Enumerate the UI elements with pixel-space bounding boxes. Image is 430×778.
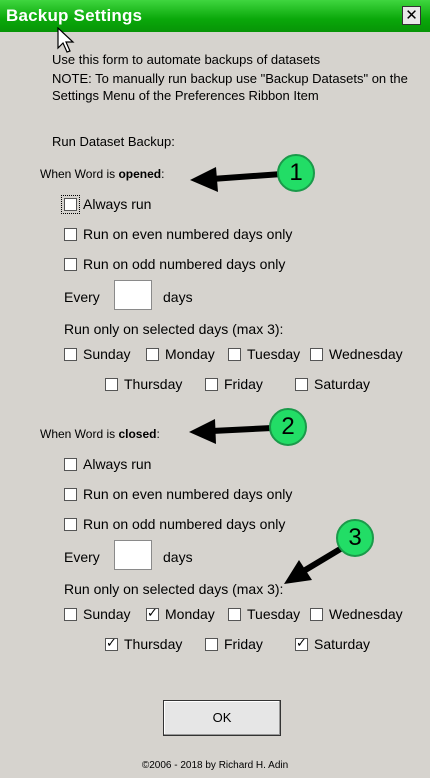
checkbox-label: Friday <box>224 636 263 652</box>
opened-label-bold: opened <box>118 167 162 181</box>
ok-button[interactable]: OK <box>163 700 281 736</box>
checkbox-label: Tuesday <box>247 346 301 362</box>
closed-select-days-label: Run only on selected days (max 3): <box>64 581 284 597</box>
checkbox-label: Saturday <box>314 376 371 392</box>
checkbox-label: Run on even numbered days only <box>83 486 293 502</box>
checkbox-label: Thursday <box>124 376 183 392</box>
checkbox-label: Monday <box>165 606 215 622</box>
intro-line-1: Use this form to automate backups of datasets <box>52 52 321 67</box>
checkbox-label: Always run <box>83 456 152 472</box>
checkbox-label: Sunday <box>83 346 131 362</box>
opened-every-label: Every <box>64 289 100 305</box>
checkbox-label: Friday <box>224 376 263 392</box>
closed-label-suffix: : <box>156 427 160 441</box>
opened-label-suffix: : <box>161 167 165 181</box>
close-icon: ✕ <box>405 6 418 24</box>
opened-days-label: days <box>163 289 193 305</box>
window-title: Backup Settings <box>6 6 143 25</box>
copyright-footer: ©2006 - 2018 by Richard H. Adin <box>141 760 289 771</box>
annotation-badge-3: 3 <box>336 519 374 557</box>
closed-days-label: days <box>163 549 193 565</box>
annotation-badge-2: 2 <box>269 408 307 446</box>
closed-label-prefix: When Word is <box>40 427 119 441</box>
checkbox-label: Saturday <box>314 636 371 652</box>
opened-select-days-label: Run only on selected days (max 3): <box>64 321 284 337</box>
checkbox-label: Wednesday <box>329 606 403 622</box>
intro-line-3: Settings Menu of the Preferences Ribbon Item <box>52 88 319 103</box>
checkbox-label: Wednesday <box>329 346 403 362</box>
annotation-badge-1: 1 <box>277 154 315 192</box>
checkbox-label: Run on odd numbered days only <box>83 256 286 272</box>
checkbox-label: Monday <box>165 346 215 362</box>
checkbox-label: Sunday <box>83 606 131 622</box>
checkbox-label: Run on even numbered days only <box>83 226 293 242</box>
checkbox-label: Thursday <box>124 636 183 652</box>
intro-line-2: NOTE: To manually run backup use "Backup Datasets" on the <box>52 71 408 86</box>
section-label: Run Dataset Backup: <box>52 134 175 149</box>
checkbox-label: Always run <box>83 196 152 212</box>
checkbox-label: Tuesday <box>247 606 301 622</box>
closed-every-label: Every <box>64 549 100 565</box>
checkbox-label: Run on odd numbered days only <box>83 516 286 532</box>
opened-label-prefix: When Word is <box>40 167 119 181</box>
closed-label-bold: closed <box>118 427 157 441</box>
